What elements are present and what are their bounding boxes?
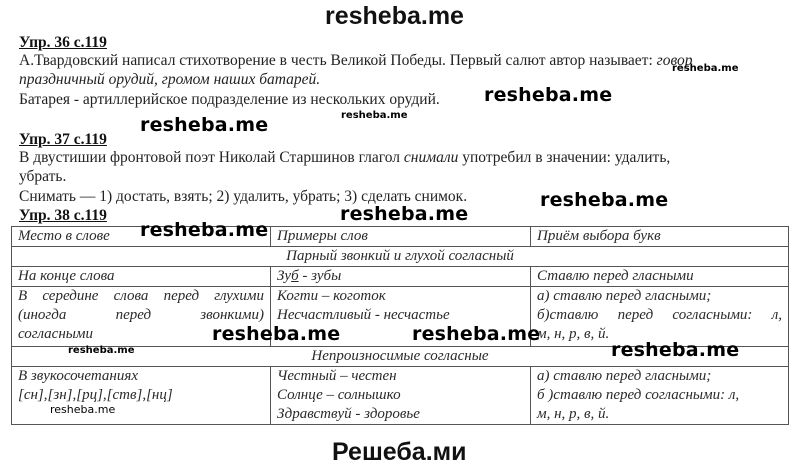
cell-line: Несчастливый - несчастье bbox=[277, 307, 450, 323]
exercise-36-quote-start: говор bbox=[656, 52, 693, 69]
table-row bbox=[12, 267, 789, 287]
watermark: resheba.me bbox=[611, 339, 740, 361]
exercise-37-heading: Упр. 37 с.119 bbox=[19, 131, 107, 148]
example-text: - зубы bbox=[298, 268, 342, 284]
section-row-paired bbox=[12, 247, 789, 267]
watermark: resheba.me bbox=[540, 189, 669, 211]
watermark: resheba.me bbox=[212, 323, 341, 345]
cell-line: Когти – коготок bbox=[277, 288, 386, 304]
cell-line: В звукосочетаниях bbox=[18, 368, 138, 384]
cell-method bbox=[531, 287, 789, 347]
cell-line: Солнце – солнышко bbox=[277, 387, 401, 403]
header-method: Приём выбора букв bbox=[531, 227, 789, 247]
cell-line: согласными bbox=[18, 326, 93, 342]
watermark: resheba.me bbox=[140, 114, 269, 136]
cell-line: а) ставлю перед гласными; bbox=[537, 368, 712, 384]
table-row bbox=[12, 367, 789, 425]
exercise-36-text: А.Твардовский написал стихотворение в честь Великой Победы. Первый салют автор называет: bbox=[19, 52, 657, 69]
example-underlined-letter: б bbox=[291, 268, 299, 284]
exercise-37-text-b: употребил в значении: удалить, bbox=[458, 149, 671, 166]
cell-line: а) ставлю перед гласными; bbox=[537, 288, 712, 304]
cell-line: м, н, р, в, й. bbox=[537, 326, 610, 342]
cell-line: м, н, р, в, й. bbox=[537, 406, 610, 422]
watermark: resheba.me bbox=[672, 63, 739, 74]
table-row bbox=[12, 287, 789, 347]
table-header-row bbox=[12, 227, 789, 247]
cell-line: [сн],[зн],[рц],[ств],[нц] bbox=[18, 387, 173, 403]
example-text: Зу bbox=[277, 268, 292, 284]
watermark: resheba.me bbox=[68, 345, 135, 356]
cell-line: б )ставлю перед согласными: л, bbox=[537, 387, 740, 403]
site-title: resheba.me bbox=[325, 2, 464, 30]
section-silent-consonants: Непроизносимые согласные bbox=[12, 347, 789, 367]
footer-title: Решеба.ми bbox=[332, 438, 467, 466]
cell-method: Ставлю перед гласными bbox=[531, 267, 789, 287]
exercise-36-text-line1 bbox=[19, 52, 692, 70]
exercise-38-heading: Упр. 38 с.119 bbox=[19, 207, 107, 224]
exercise-36-quote: праздничный орудий, громом наших батарей. bbox=[19, 71, 321, 88]
watermark: resheba.me bbox=[412, 323, 541, 345]
header-place: Место в слове bbox=[12, 227, 271, 247]
cell-place: На конце слова bbox=[12, 267, 271, 287]
section-paired-consonants: Парный звонкий и глухой согласный bbox=[12, 247, 789, 267]
exercise-37-text-a: В двустишии фронтовой поэт Николай Старшинов глагол bbox=[19, 149, 404, 166]
watermark: resheba.me bbox=[340, 203, 469, 225]
spelling-rules-table bbox=[11, 226, 789, 425]
cell-line: б)ставлю перед согласными: л, bbox=[537, 307, 782, 323]
exercise-37-text-line2: убрать. bbox=[19, 168, 67, 185]
watermark: resheba.me bbox=[484, 84, 613, 106]
cell-examples bbox=[271, 367, 531, 425]
cell-line: Здравствуй - здоровье bbox=[277, 406, 420, 422]
exercise-36-definition: Батарея - артиллерийское подразделение из нескольких орудий. bbox=[19, 91, 440, 108]
watermark: resheba.me bbox=[50, 403, 116, 416]
header-examples: Примеры слов bbox=[271, 227, 531, 247]
cell-method bbox=[531, 367, 789, 425]
exercise-36-heading: Упр. 36 с.119 bbox=[19, 34, 107, 51]
cell-line: (иногда перед звонкими) bbox=[18, 307, 264, 323]
cell-line: Честный – честен bbox=[277, 368, 397, 384]
exercise-37-verb: снимали bbox=[403, 149, 459, 166]
cell-examples bbox=[271, 267, 531, 287]
exercise-37-meanings: Снимать — 1) достать, взять; 2) удалить, убрать; 3) сделать снимок. bbox=[19, 188, 468, 205]
watermark: resheba.me bbox=[140, 219, 269, 241]
cell-line: В середине слова перед глухими bbox=[18, 288, 264, 304]
watermark: resheba.me bbox=[341, 110, 408, 121]
exercise-37-text-line1 bbox=[19, 149, 670, 167]
